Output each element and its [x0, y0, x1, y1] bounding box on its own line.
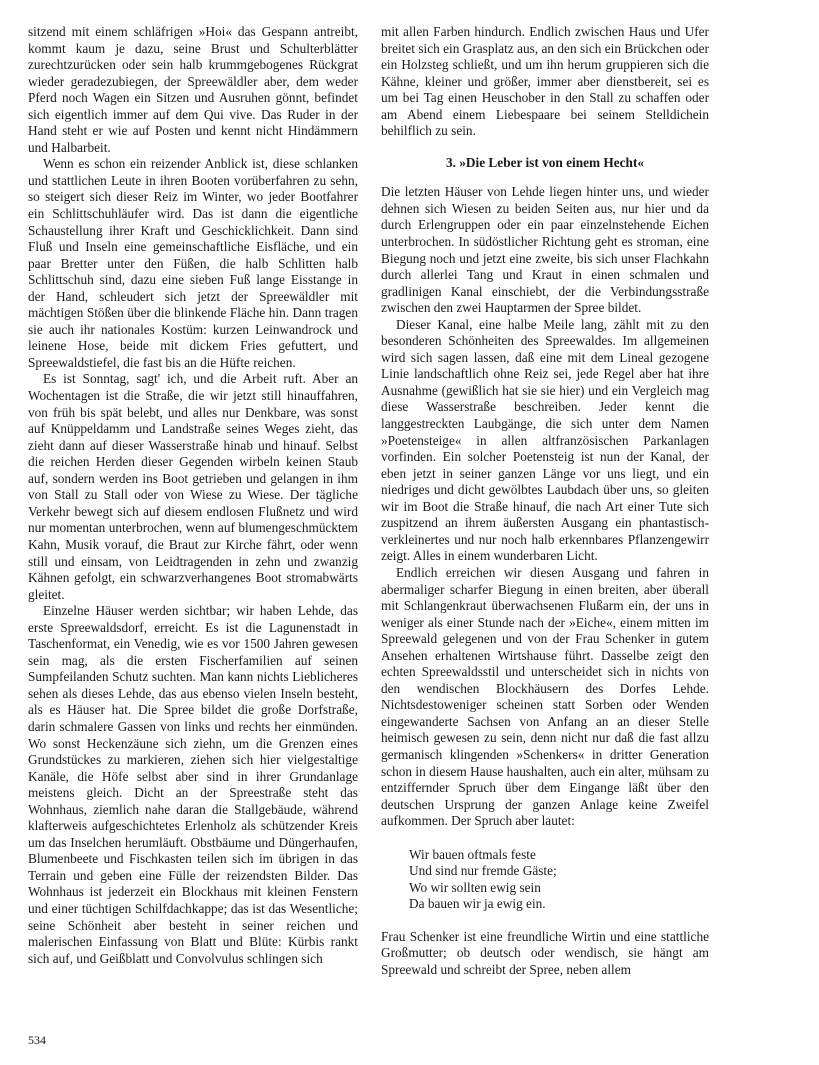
page-number: 534 [28, 1033, 46, 1047]
body-paragraph: Frau Schenker ist eine freundliche Wirtin und eine stattliche Großmutter; ob deutsch oder wendisch, sie hängt am Spreewald und schreibt der Spree, neben allem [381, 928, 709, 977]
body-paragraph: sitzend mit einem schläfrigen »Hoi« das Gespann antreibt, kommt kaum je dazu, seine Brust und Schulterblätter zurechtzurücken oder sein halb krummgebogenes Rückgrat wieder geradezubiegen, der Spreewäldler aber, dem weder Pferd noch Wagen ein Sitzen und Ausruhen gönnt, befindet sich eigentlich immer auf dem Qui vive. Das Ruder in der Hand steht er wie auf Posten und kennt nicht Hindämmern und Halbarbeit. [28, 24, 358, 155]
body-paragraph: Dieser Kanal, eine halbe Meile lang, zählt mit zu den besonderen Schönheiten des Spreewaldes. Im allgemeinen wird sich sagen lassen, daß eine mit dem Lineal gezogene Linie landschaftlich ohne Reiz sei, jede Regel aber hat ihre Ausnahme (gewißlich hat sie sie hier) und ein Vergleich mag diese Wasserstraße beschreiben. Jeder kennt die langgestreckten Laubgänge, die sich unter dem Namen »Poetensteige« in allen altfranzösischen Parkanlagen vorfinden. Ein solcher Poetensteig ist nun der Kanal, der eben jetzt in seiner ganzen Länge vor uns liegt, und ein niedriges und dicht gewölbtes Laubdach über uns, so gleiten wir im Boot die Straße hinauf, die nach Art einer Tute sich zuspitzend an ihrem äußersten Ausgang ein phantastisch-verkleinertes und nur noch halb erkennbares Pflanzengewirr zeigt. Alles in einem wunderbaren Licht. [381, 316, 709, 564]
section-heading: 3. »Die Leber ist von einem Hecht« [445, 154, 645, 170]
poem-line: Und sind nur fremde Gäste; [409, 863, 557, 879]
body-paragraph: Einzelne Häuser werden sichtbar; wir haben Lehde, das erste Spreewaldsdorf, erreicht. Es ist die Lagunenstadt in Taschenformat, ein Venedig, wie es vor 1500 Jahren gewesen sein mag, als die ersten Fischerfamilien auf seinen Sumpfeilanden Schutz suchten. Man kann nichts Lieblicheres sehen als dieses Lehde, das aus ebenso vielen Inseln besteht, als es Häuser hat. Die Spree bildet die große Dorfstraße, darin schmalere Gassen von links und rechts her einmünden. Wo sonst Heckenzäune sich ziehn, um die Grenzen eines Grundstückes zu markieren, ziehen sich hier vielgestaltige Kanäle, die Höfe selbst aber sind in ihrer Grundanlage meistens gleich. Dicht an der Spreestraße steht das Wohnhaus, ziemlich nahe daran die Stallgebäude, während klafterweis aufgeschichtetes Erlenholz als schützender Kreis um das Inselchen herumläuft. Obstbäume und Düngerhaufen, Blumenbeete und Fischkasten teilen sich im übrigen in das Terrain und geben eine Fülle der reizendsten Bilder. Das Wohnhaus ist jederzeit ein Blockhaus mit kleinen Fenstern und einer tüchtigen Schilfdachkappe; das ist das Wesentliche; seine Schönheit aber besteht in seiner reichen und malerischen Einfassung von Blatt und Blüte: Kürbis rankt sich auf, und Geißblatt und Convolvulus schlingen sich [28, 603, 358, 966]
body-paragraph: Es ist Sonntag, sagt' ich, und die Arbeit ruft. Aber an Wochentagen ist die Straße, die wir jetzt still hinauffahren, von früh bis spät belebt, und alles nur Denkbare, was sonst auf Knüppeldamm und Landstraße seines Weges zieht, das zieht dann auf dieser Wasserstraße hinab und hinauf. Selbst die reichen Herden dieser Gegenden wirbeln keinen Staub auf, sondern werden ins Boot getrieben und gelangen in ihm von Stall zu Stall oder von Wiese zu Wiese. Der tägliche Verkehr bewegt sich auf diesem endlosen Flußnetz und wird nur momentan unterbrochen, wenn auf blumengeschmücktem Kahn, Musik vorauf, die Braut zur Kirche fährt, oder wenn still und einsam, von Leidtragenden in zehn und zwanzig Kähnen gefolgt, ein schwarzverhangenes Boot stromabwärts gleitet. [28, 371, 358, 602]
poem-verse [409, 847, 709, 913]
poem-line: Wo wir sollten ewig sein [409, 879, 541, 895]
body-paragraph: Endlich erreichen wir diesen Ausgang und fahren in abermaliger scharfer Biegung in einen breiten, aber überall mit Schlangenkraut überwachsenen Flußarm ein, der uns in weniger als einer Stunde nach der »Eiche«, einem mitten im Spreewald gelegenen und von der Frau Schenker in gutem Ansehen erhaltenen Wirtshause führt. Dasselbe zeigt den echten Spreewaldsstil und unterscheidet sich in nichts von den wendischen Blockhäusern des Dorfes Lehde. Nichtsdestoweniger scheinen statt Sorben oder Wenden eingewanderte Sachsen von Anfang an an dieser Stelle heimisch gewesen zu sein, denn nicht nur daß die fast allzu germanisch klingenden »Schenkers« in dritter Generation schon in diesem Hause haushalten, auch ein alter, mühsam zu entziffernder Spruch über dem Eingange läßt über den deutschen Ursprung der ganzen Anlage keine Zweifel aufkommen. Der Spruch aber lautet: [381, 564, 709, 829]
left-column [28, 24, 358, 967]
poem-line: Da bauen wir ja ewig ein. [409, 896, 546, 912]
body-paragraph: Wenn es schon ein reizender Anblick ist, diese schlanken und stattlichen Leute in ihren Booten vorüberfahren zu sehn, so steigert sich dieser Reiz im Winter, wo jeder Bootfahrer ein Schlittschuhläufer wird. Das ist dann die eigentliche Schaustellung ihrer Kraft und Geschicklichkeit. Dann sind Fluß und Inseln eine gemeinschaftliche Eisfläche, und ein paar Bretter unter den Füßen, die halb Schlitten halb Schlittschuh sind, dazu eine sieben Fuß lange Eisstange in der Hand, schleudert sich jetzt der Spreewäldler mit mächtigen Stößen über die blinkende Fläche hin. Dann tragen sie auch ihr nationales Kostüm: kurzen Leinwandrock und leinene Hose, beide mit dickem Fries gefuttert, und Spreewaldstiefel, die fast bis an die Hüfte reichen. [28, 156, 358, 370]
poem-line: Wir bauen oftmals feste [409, 846, 536, 862]
right-column [381, 24, 709, 979]
body-paragraph: mit allen Farben hindurch. Endlich zwischen Haus und Ufer breitet sich ein Grasplatz aus, an den sich ein Brückchen oder ein Holzsteg schließt, und um ihn herum gruppieren sich die Kähne, kleiner und größer, immer aber dienstbereit, sei es um bei Tag einen Heuschober in den Stall zu schaffen oder am Abend einem Liebespaare bei seinem Stelldichein behilflich zu sein. [381, 24, 709, 139]
body-paragraph: Die letzten Häuser von Lehde liegen hinter uns, und wieder dehnen sich Wiesen zu beiden Seiten aus, nur hier und da durch Erlengruppen oder ein paar einzelnstehende Eichen unterbrochen. In südöstlicher Richtung geht es stroman, eine Biegung noch und jetzt eine zweite, bis sich unser Flachkahn durch allerlei Tang und Kraut in einen schmalen und gradlinigen Kanal einschiebt, der die Verbindungsstraße zwischen den zwei Hauptarmen der Spree bildet. [381, 184, 709, 316]
